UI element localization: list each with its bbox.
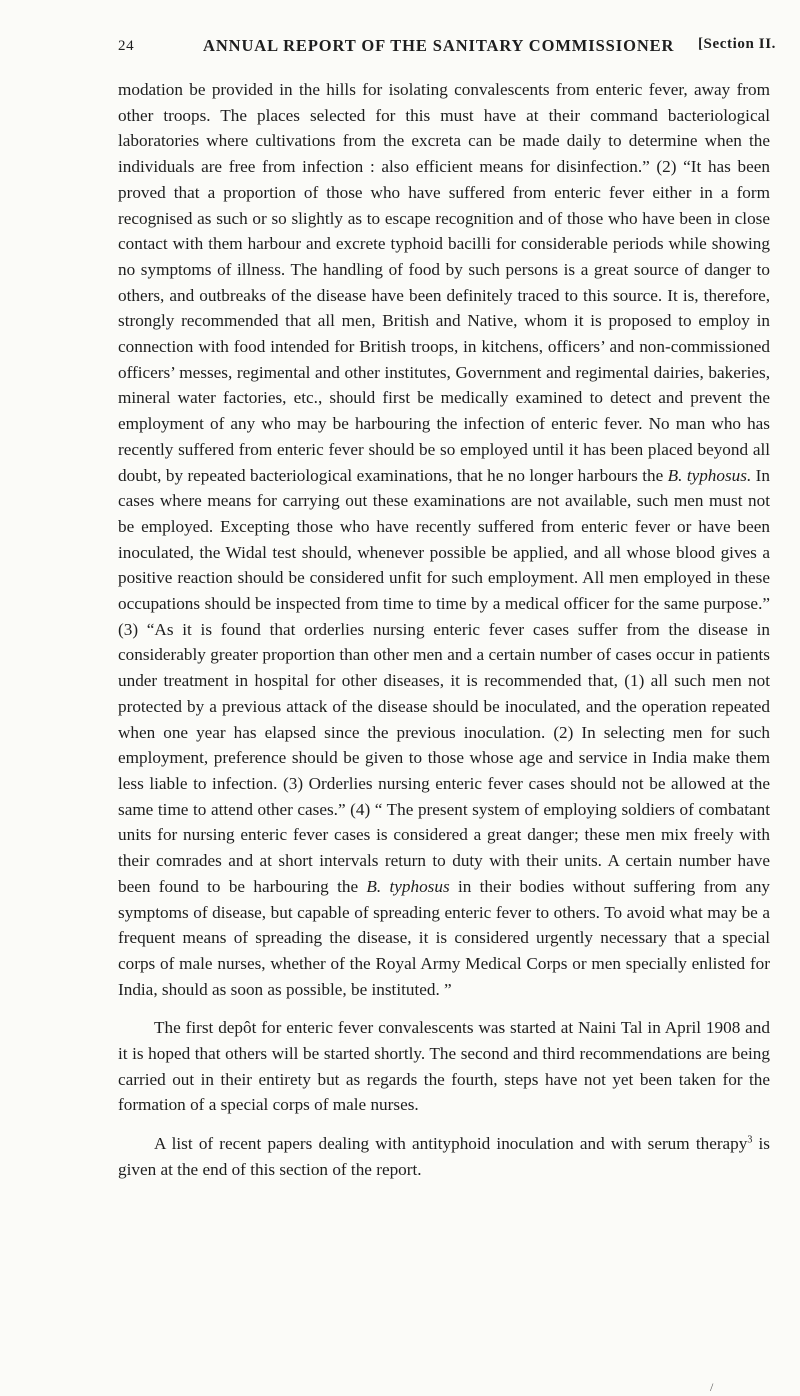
stray-mark: /	[710, 1380, 714, 1394]
body-text	[118, 77, 770, 1183]
paragraph-text: modation be provided in the hills for isolating convalescents from enteric fever, away from other troops. The places selected for this must have at their command bacteriological laboratories where cultivations from the excreta can be made daily to determine when the individuals are free from infection : also efficient means for disinfection.” (2) “It has been proved that a proportion of those who have suffered from enteric fever either in a form recognised as such or so slightly as to escape recognition and of those who have been in close contact with them harbour and excrete typhoid bacilli for considerable periods while showing no symptoms of illness. The handling of food by such persons is a great source of danger to others, and outbreaks of the disease have been definitely traced to this source. It is, therefore, strongly recommended that all men, British and Native, whom it is proposed to employ in connection with food intended for British troops, in kitchens, officers’ and non-commissioned officers’ messes, regimental and other institutes, Government and regimental dairies, bakeries, mineral water factories, etc., should first be medically examined to detect and prevent the employment of any who may be harbouring the infection of enteric fever. No man who has recently suffered from enteric fever should be so employed until it has been placed beyond all doubt, by repeated bacteriological examinations, that he no longer harbours the	[118, 80, 770, 485]
italic-organism-name: B. typhosus.	[667, 465, 752, 485]
paragraph-depot	[118, 1015, 770, 1118]
footnote-reference: 3	[747, 1134, 753, 1146]
italic-organism-name: B. typhosus	[366, 876, 450, 896]
section-label: [Section II.	[697, 36, 776, 52]
paragraph-text: A list of recent papers dealing with antityphoid inoculation and with serum therapy	[154, 1134, 748, 1154]
paragraph-text: is given at the end of this section of the report.	[118, 1134, 770, 1179]
paragraph-papers-list	[118, 1131, 770, 1182]
page-header	[118, 36, 776, 60]
running-title: ANNUAL REPORT OF THE SANITARY COMMISSIONER	[203, 36, 675, 55]
page-number: 24	[118, 38, 135, 54]
paragraph-text: The first depôt for enteric fever convalescents was started at Naini Tal in April 1908 and it is hoped that others will be started shortly. The second and third recommendations are being carried out in their entirety but as regards the fourth, steps have not yet been taken for the formation of a special corps of male nurses.	[118, 1018, 770, 1115]
paragraph-continued-quotation	[118, 77, 770, 1002]
paragraph-text: In cases where means for carrying out these examinations are not available, such men must not be employed. Excepting those who have recently suffered from enteric fever or have been inoculated, the Widal test should, whenever possible be applied, and all whose blood gives a positive reaction should be considered unfit for such employment. All men employed in these occupations should be inspected from time to time by a medical officer for the same purpose.” (3) “As it is found that orderlies nursing enteric fever cases suffer from the disease in considerably greater proportion than other men and a certain number of cases occur in patients under treatment in hospital for other diseases, it is recommended that, (1) all such men not protected by a previous attack of the disease should be inoculated, and the operation repeated when one year has elapsed since the previous inoculation. (2) In selecting men for such employment, preference should be given to those whose age and service in India make them less liable to infection. (3) Orderlies nursing enteric fever cases should not be allowed at the same time to attend other cases.” (4) “ The present system of employing soldiers of combatant units for nursing enteric fever cases is considered a great danger; these men mix freely with their comrades and at short intervals return to duty with their units. A certain number have been found to be harbouring the	[118, 465, 770, 896]
paragraph-text: in their bodies without suffering from any symptoms of disease, but capable of spreading enteric fever to others. To avoid what may be a frequent means of spreading the disease, it is considered urgently necessary that a special corps of male nurses, whether of the Royal Army Medical Corps or men specially enlisted for India, should as soon as possible, be instituted. ”	[118, 876, 771, 999]
